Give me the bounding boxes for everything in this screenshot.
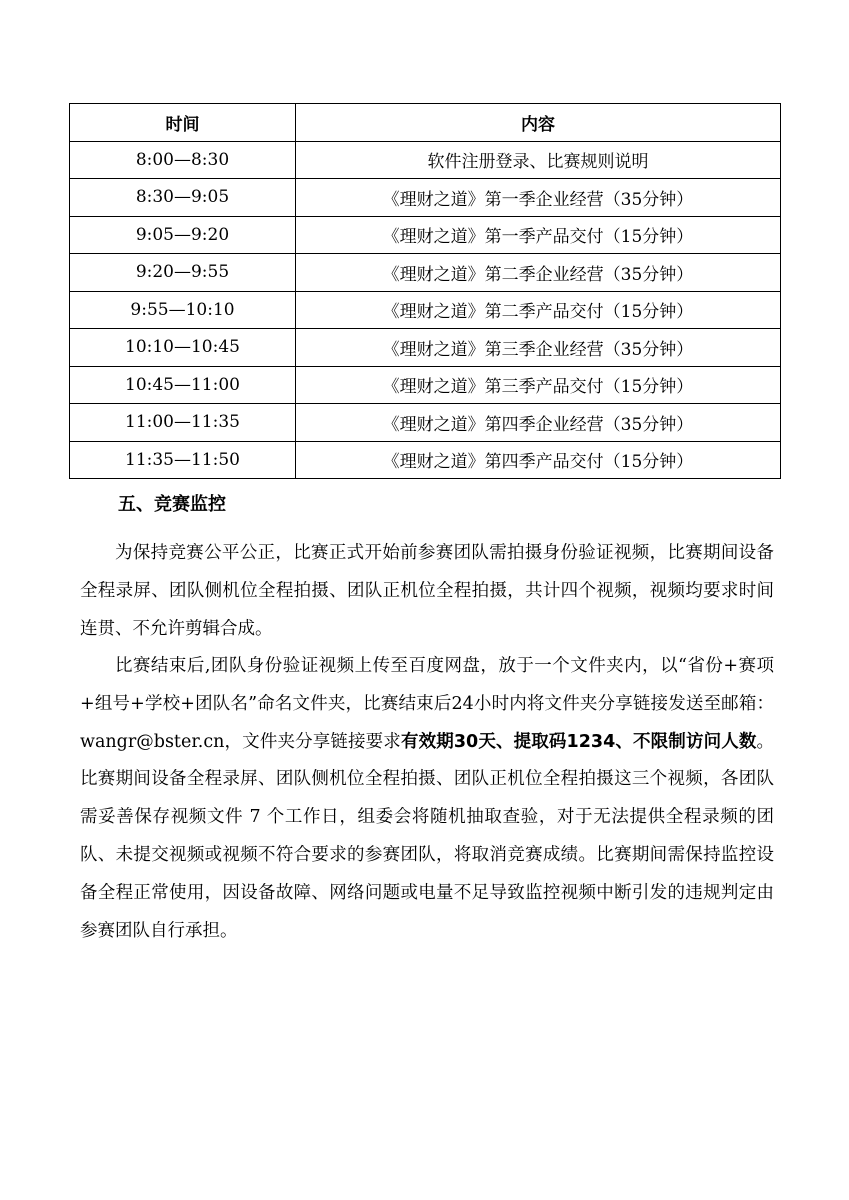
content-cell: 软件注册登录、比赛规则说明 (296, 141, 781, 179)
table-row (70, 254, 781, 292)
table-row (70, 404, 781, 442)
content-cell: 《理财之道》第四季企业经营（35分钟） (296, 404, 781, 442)
paragraph-text: 。比赛期间设备全程录屏、团队侧机位全程拍摄、团队正机位全程拍摄这三个视频，各团队需妥善保存视频文件 7 个工作日，组委会将随机抽取查验，对于无法提供全程录频的团队、未提交视频或视频不符合要求的参赛团队，将取消竞赛成绩。比赛期间需保持监控设备全程正常使用，因设备故障、网络问题或电量不足导致监控视频中断引发的违规判定由参赛团队自行承担。 (80, 731, 774, 941)
paragraph-video-submission (80, 648, 774, 950)
header-content: 内容 (296, 104, 781, 142)
table-row (70, 291, 781, 329)
content-cell: 《理财之道》第一季产品交付（15分钟） (296, 216, 781, 254)
time-cell: 9:05—9:20 (70, 216, 296, 254)
time-cell: 11:00—11:35 (70, 404, 296, 442)
paragraph-text: 比赛结束后,团队身份验证视频上传至百度网盘，放于一个文件夹内，以“省份+赛项+组号+学校+团队名”命名文件夹，比赛结束后24小时内将文件夹分享链接发送至邮箱：wangr@bster.cn，文件夹分享链接要求 (80, 656, 774, 752)
time-cell: 8:00—8:30 (70, 141, 296, 179)
time-cell: 10:45—11:00 (70, 366, 296, 404)
table-row (70, 216, 781, 254)
time-cell: 9:55—10:10 (70, 291, 296, 329)
table-row (70, 141, 781, 179)
table-row (70, 179, 781, 217)
content-cell: 《理财之道》第三季企业经营（35分钟） (296, 329, 781, 367)
time-cell: 10:10—10:45 (70, 329, 296, 367)
content-cell: 《理财之道》第二季企业经营（35分钟） (296, 254, 781, 292)
time-cell: 8:30—9:05 (70, 179, 296, 217)
content-cell: 《理财之道》第四季产品交付（15分钟） (296, 441, 781, 479)
share-link-requirements: 有效期30天、提取码1234、不限制访问人数 (400, 731, 757, 752)
content-cell: 《理财之道》第三季产品交付（15分钟） (296, 366, 781, 404)
schedule-table (69, 103, 781, 479)
header-time: 时间 (70, 104, 296, 142)
table-row (70, 441, 781, 479)
section-heading: 五、竞赛监控 (118, 494, 226, 515)
table-header-row (70, 104, 781, 142)
time-cell: 9:20—9:55 (70, 254, 296, 292)
time-cell: 11:35—11:50 (70, 441, 296, 479)
content-cell: 《理财之道》第一季企业经营（35分钟） (296, 179, 781, 217)
table-row (70, 366, 781, 404)
paragraph-monitoring-intro: 为保持竞赛公平公正，比赛正式开始前参赛团队需拍摄身份验证视频，比赛期间设备全程录屏、团队侧机位全程拍摄、团队正机位全程拍摄，共计四个视频，视频均要求时间连贯、不允许剪辑合成。 (80, 543, 774, 639)
table-row (70, 329, 781, 367)
content-cell: 《理财之道》第二季产品交付（15分钟） (296, 291, 781, 329)
